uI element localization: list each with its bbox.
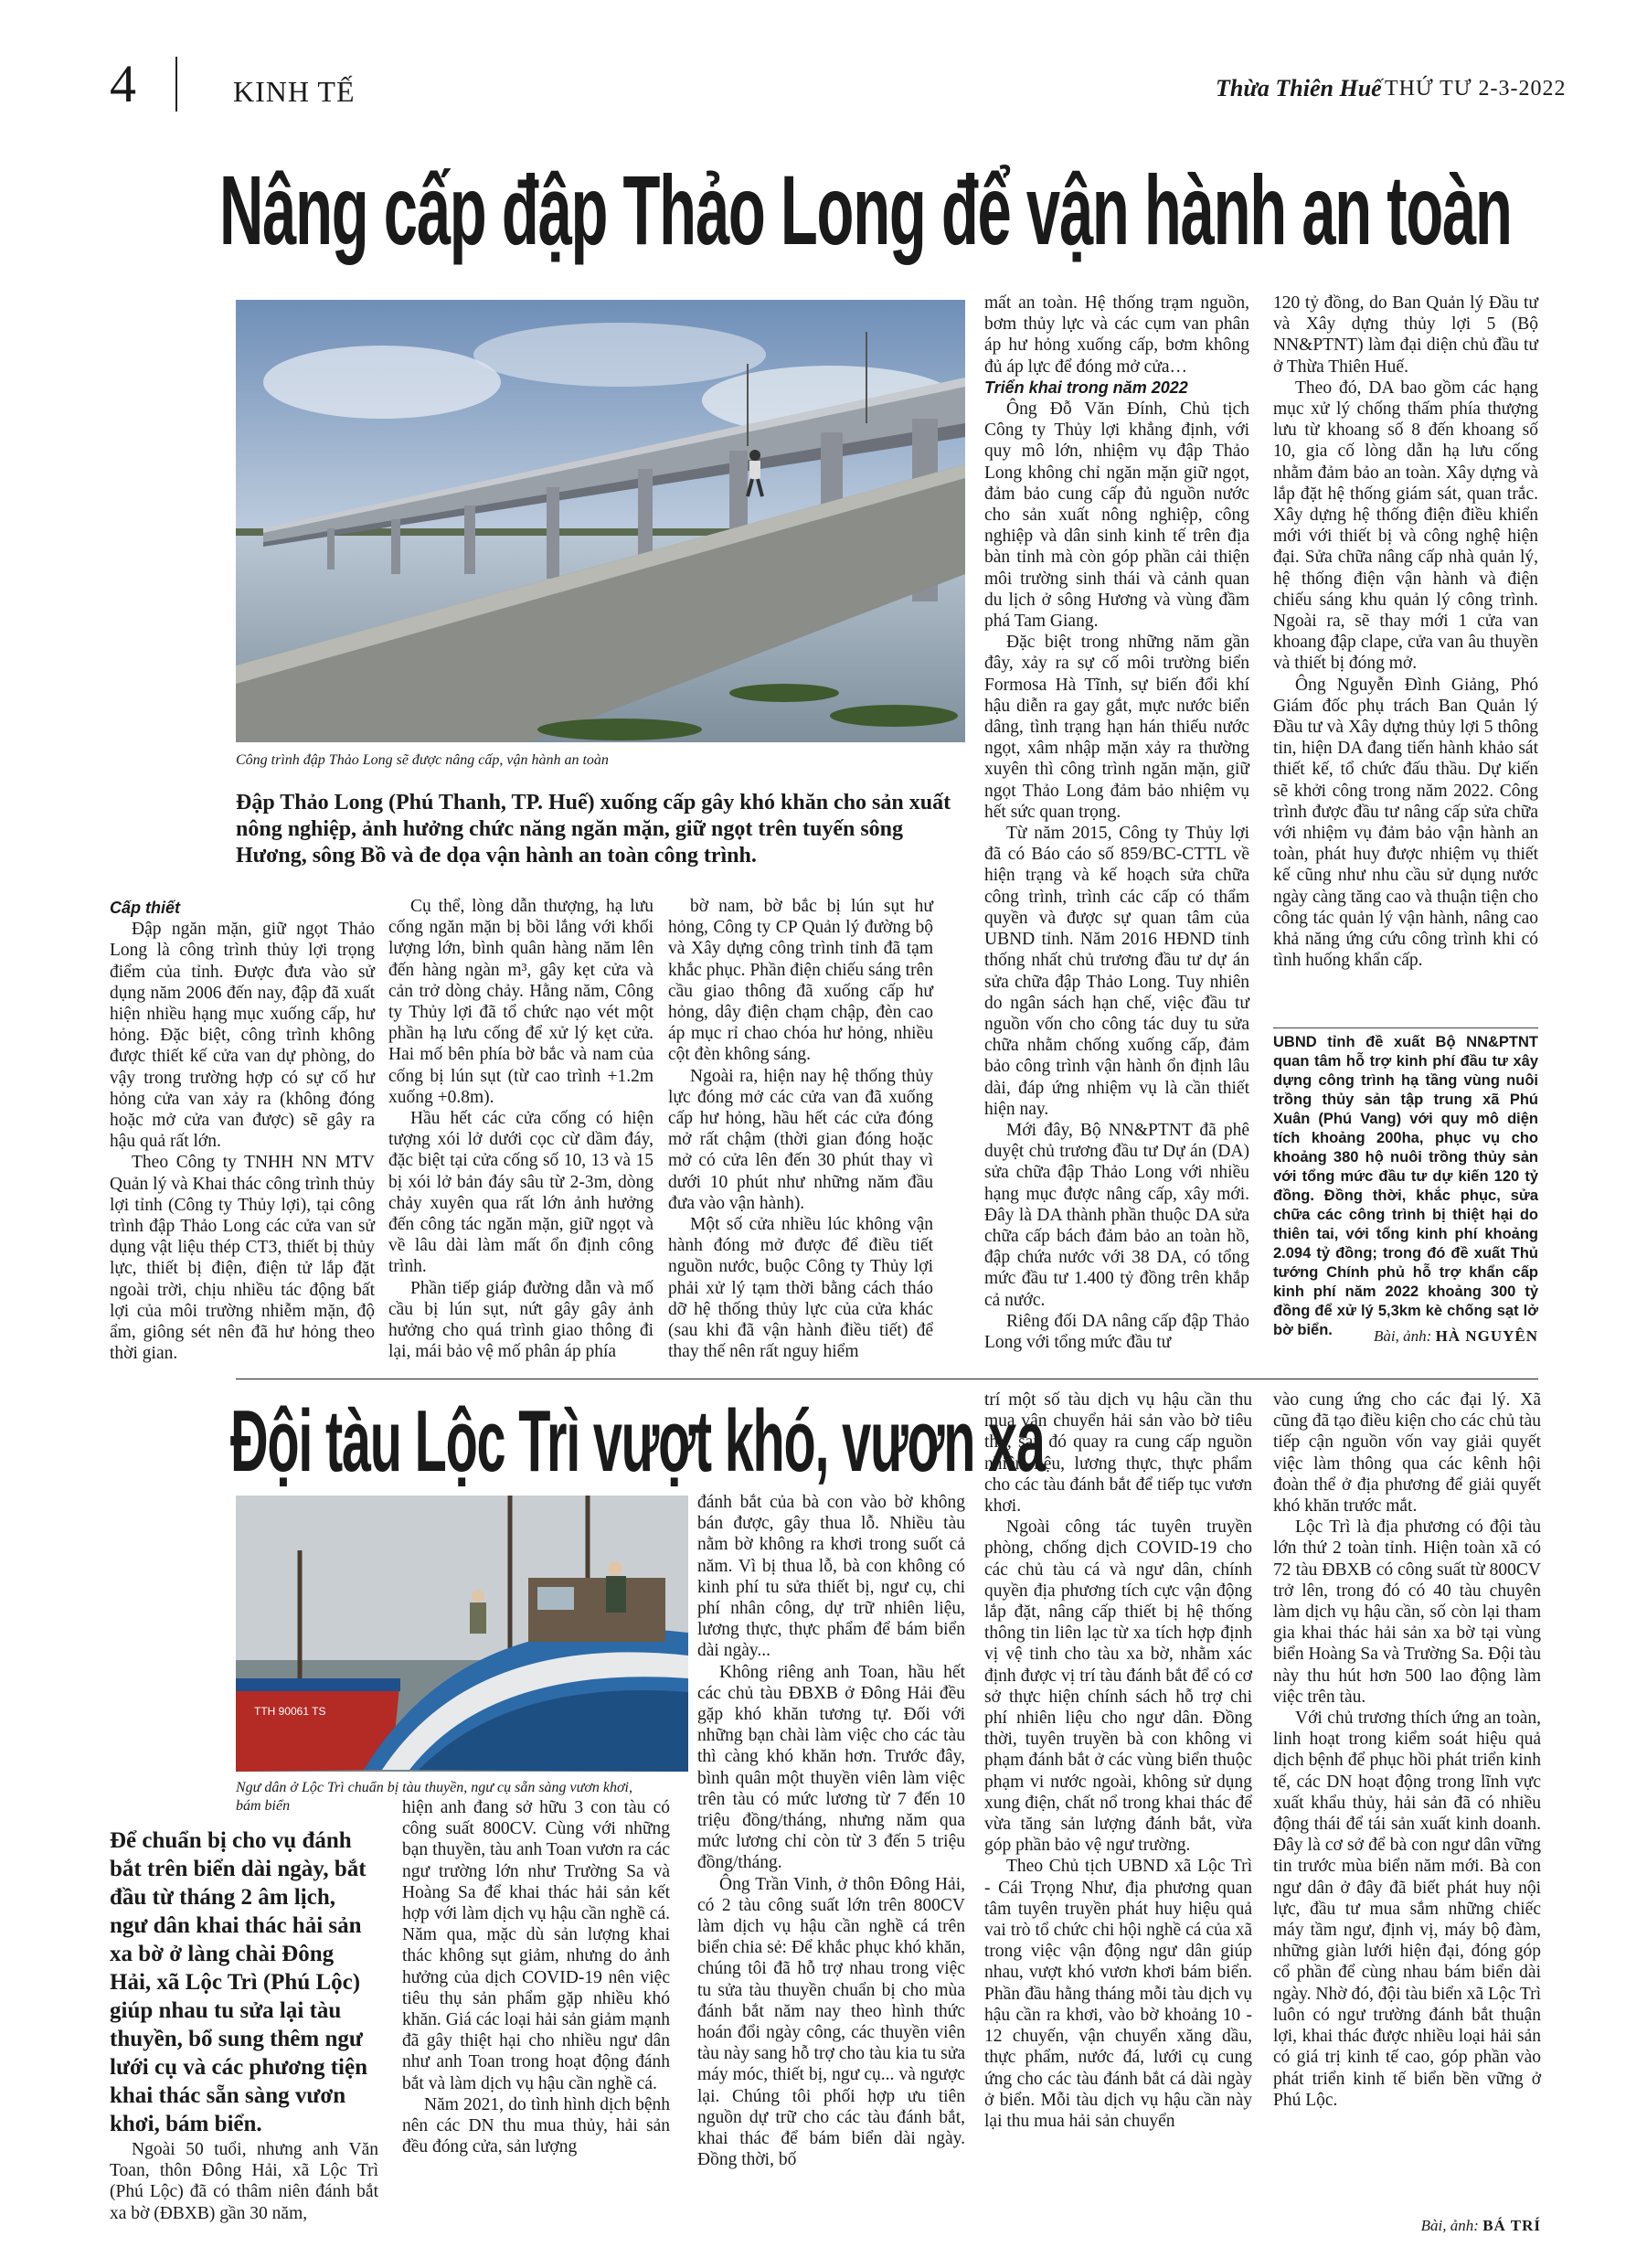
paragraph: Ông Trần Vinh, ở thôn Đông Hải, có 2 tàu công suất lớn trên 800CV làm dịch vụ hậu cần nghề cá trên biển chia sẻ: Để khắc phục khó khăn, chúng tôi đã hỗ trợ nhau trong việc tu sửa tàu thuyền chuẩn bị cho mùa đánh bắt năm nay theo hình thức hoán đổi ngày công, các thuyền viên tàu này sang hỗ trợ cho tàu kia tu sửa máy móc, thiết bị, ngư cụ... và ngược lại. Chúng tôi phối hợp ưu tiên nguồn dự trữ cho các tàu đánh bắt, khai thác để bám biển dài ngày. Đồng thời, bố — [697, 1874, 965, 2170]
boat-registration: TTH 90061 TS — [254, 1705, 326, 1718]
page-number: 4 — [110, 54, 136, 113]
article1-sapo: Đập Thảo Long (Phú Thanh, TP. Huế) xuống cấp gây khó khăn cho sản xuất nông nghiệp, ảnh hưởng chức năng ngăn mặn, giữ ngọt trên tuyến sông Hương, sông Bồ và đe dọa vận hành an toàn công trình. — [236, 791, 951, 868]
paragraph: Không riêng anh Toan, hầu hết các chủ tàu ĐBXB ở Đông Hải đều gặp khó khăn tương tự. Đối với những bạn chài làm việc cho các tàu thì càng khó khăn hơn. Trước đây, bình quân một thuyền viên làm việc trên tàu có mức lương từ 7 đến 10 triệu đồng/tháng, nhưng năm qua mức lương chỉ còn từ 3 đến 5 triệu đồng/tháng. — [697, 1662, 965, 1873]
article1-col1 — [110, 898, 375, 1364]
article1-headline: Nâng cấp đập Thảo Long để vận hành an toàn — [219, 154, 1512, 265]
byline-author: HÀ NGUYÊN — [1435, 1327, 1538, 1345]
paragraph: Ngoài 50 tuổi, nhưng anh Văn Toan, thôn Đông Hải, xã Lộc Trì (Phú Lộc) đã có thâm niên đánh bắt xa bờ (ĐBXB) gần 30 năm, — [110, 2140, 378, 2223]
section-label: KINH TẾ — [233, 75, 356, 108]
article2-photo — [236, 1496, 688, 1772]
article1-photo — [236, 300, 965, 742]
fishing-boat-image — [236, 1496, 688, 1772]
byline-author: BÁ TRÍ — [1482, 2217, 1541, 2234]
paragraph: Một số cửa nhiều lúc không vận hành đóng mở được để điều tiết nguồn nước, buộc Công ty Thủy lợi phải xử lý tạm thời bằng cách tháo dỡ hệ thống thủy lực của cửa khác (sau khi đã vận hành điều tiết) để thay thế nên rất nguy hiểm — [668, 1215, 933, 1362]
article2-col3 — [697, 1492, 965, 2171]
header-divider — [175, 57, 177, 112]
paragraph: Năm 2021, do tình hình dịch bệnh nên các DN thu mua thủy, hải sản đều đóng cửa, sản lượng — [402, 2094, 670, 2157]
newspaper-name: Thừa Thiên Huế — [1216, 75, 1382, 101]
article1-byline — [1273, 1327, 1538, 1346]
paragraph: Riêng đối DA nâng cấp đập Thảo Long với tổng mức đầu tư — [984, 1311, 1249, 1352]
paragraph: Lộc Trì là địa phương có đội tàu lớn thứ 2 toàn tỉnh. Hiện toàn xã có 72 tàu ĐBXB có công suất từ 800CV trở lên, trong đó có 40 tàu chuyên làm dịch vụ hậu cần, số còn lại tham gia khai thác hải sản xa bờ tại vùng biển Hoàng Sa và Trường Sa. Đội tàu này thu hút hơn 500 lao động làm việc trên tàu. — [1273, 1517, 1541, 1707]
article2-caption: Ngư dân ở Lộc Trì chuẩn bị tàu thuyền, ngư cụ sẵn sàng vươn khơi, bám biển — [236, 1780, 632, 1814]
paragraph: Theo Công ty TNHH NN MTV Quản lý và Khai thác công trình thủy lợi tỉnh (Công ty Thủy lợi), tại công trình đập Thảo Long các cửa van sử dụng vật liệu thép CT3, thiết bị thủy lực, thiết bị điện, điện tử lắp đặt ngoài trời, chịu nhiều tác động bất lợi của môi trường nhiễm mặn, độ ẩm, giông sét nên đã hư hỏng theo thời gian. — [110, 1153, 375, 1364]
paragraph: trí một số tàu dịch vụ hậu cần thu mua vận chuyển hải sản vào bờ tiêu thụ, sau đó quay ra cung cấp nguồn nhiên liệu, lương thực, thực phẩm cho các tàu đánh bắt để tiếp tục vươn khơi. — [984, 1390, 1252, 1517]
issue-date: THỨ TƯ 2-3-2022 — [1385, 77, 1567, 101]
article2-sapo: Để chuẩn bị cho vụ đánh bắt trên biển dài ngày, bắt đầu từ tháng 2 âm lịch, ngư dân khai thác hải sản xa bờ ở làng chài Đông Hải, xã Lộc Trì (Phú Lộc) giúp nhau tu sửa lại tàu thuyền, bổ sung thêm ngư lưới cụ và các phương tiện khai thác sẵn sàng vươn khơi, bám biển. — [110, 1828, 368, 2136]
article1-sidebar-note: UBND tỉnh đề xuất Bộ NN&PTNT quan tâm hỗ trợ kinh phí đầu tư xây dựng công trình hạ tầng vùng nuôi trồng thủy sản tập trung xã Phú Xuân (Phú Vang) với quy mô diện tích khoảng 200ha, phục vụ cho khoảng 380 hộ nuôi trồng thủy sản với tổng mức đầu tư dự kiến 120 tỷ đồng. Đồng thời, khắc phục, sửa chữa các công trình bị thiệt hại do thiên tai, với tổng kinh phí khoảng 2.094 tỷ đồng; trong đó đề xuất Thủ tướng Chính phủ hỗ trợ khẩn cấp kinh phí năm 2022 khoảng 300 tỷ đồng để xử lý 5,3km kè chống sạt lở bờ biển. — [1273, 1034, 1538, 1338]
article1-col4 — [984, 293, 1249, 1353]
paragraph: vào cung ứng cho các đại lý. Xã cũng đã tạo điều kiện cho các chủ tàu tiếp cận nguồn vốn vay giải quyết việc làm thông qua các kênh hội đoàn thể ở địa phương để giải quyết khó khăn trước mắt. — [1273, 1390, 1541, 1517]
article1-col3 — [668, 896, 933, 1362]
article2-headline: Đội tàu Lộc Trì vượt khó, vươn xa — [230, 1392, 1045, 1490]
byline-label: Bài, ảnh: — [1374, 1327, 1432, 1345]
paragraph: Mới đây, Bộ NN&PTNT đã phê duyệt chủ trương đầu tư Dự án (DA) sửa chữa đập Thảo Long với nhiều hạng mục được nâng cấp, xây mới. Đây là DA thành phần thuộc DA sửa chữa cấp bách đảm bảo an toàn hồ, đập chứa nước với 38 DA, có tổng mức đầu tư 1.400 tỷ đồng trên khắp cả nước. — [984, 1120, 1249, 1310]
paragraph: mất an toàn. Hệ thống trạm nguồn, bơm thủy lực và các cụm van phân áp hư hỏng xuống cấp, bơm không đủ áp lực để đóng mở cửa… — [984, 293, 1249, 377]
paragraph: 120 tỷ đồng, do Ban Quản lý Đầu tư và Xây dựng thủy lợi 5 (Bộ NN&PTNT) làm đại diện chủ đầu tư ở Thừa Thiên Huế. — [1273, 293, 1538, 377]
paragraph: Với chủ trương thích ứng an toàn, linh hoạt trong kiểm soát hiệu quả dịch bệnh để phục hồi phát triển kinh tế, các DN hoạt động trong lĩnh vực xuất khẩu thủy, hải sản đã có nhiều động thái để tái sản xuất kinh doanh. Đây là cơ sở để bà con ngư dân vững tin trước mùa biển năm mới. Bà con ngư dân ở đây đã biết phát huy nội lực, đầu tư mua sắm những chiếc máy tầm ngư, định vị, máy bộ đàm, những giàn lưới hiện đại, đóng góp cổ phần để cùng nhau bám biển dài ngày. Nhờ đó, đội tàu biển xã Lộc Trì luôn có ngư trường đánh bắt thuận lợi, khai thác được nhiều loại hải sản có giá trị kinh tế cao, góp phần vào phát triển kinh tế biển bền vững ở Phú Lộc. — [1273, 1709, 1541, 2110]
subheading-cap-thiet: Cấp thiết — [110, 899, 181, 917]
paragraph: Đập ngăn mặn, giữ ngọt Thảo Long là công trình thủy lợi trọng điểm của tỉnh. Được đưa vào sử dụng năm 2006 đến nay, đập đã xuất hiện nhiều hạng mục xuống cấp, hư hỏng. Đặc biệt, công trình không được thiết kế cửa van dự phòng, do vậy trong trường hợp có sự cố hư hỏng cửa van xảy ra (không đóng hoặc mở cửa van được) sẽ gây ra hậu quả rất lớn. — [110, 920, 375, 1152]
paragraph: Phần tiếp giáp đường dẫn và mố cầu bị lún sụt, nứt gây gây ảnh hưởng cho quá trình giao thông đi lại, mái bảo vệ mố phân áp phía — [388, 1278, 653, 1362]
subheading-trien-khai: Triển khai trong năm 2022 — [984, 378, 1188, 397]
paragraph: Theo Chủ tịch UBND xã Lộc Trì - Cái Trọng Như, địa phương quan tâm tuyên truyền phát huy hiệu quả vai trò tổ chức chi hội nghề cá của xã trong việc vận động ngư dân giúp nhau, vượt khó vươn khơi bám biển. Phần đầu hằng tháng mỗi tàu dịch vụ hậu cần ra khơi, vào bờ khoảng 10 - 12 chuyến, vận chuyển xăng dầu, thực phẩm, nước đá, lưới cụ cung ứng cho các tàu đánh bắt cá dài ngày ở biển. Mỗi tàu dịch vụ hậu cần này lại thu mua hải sản chuyển — [984, 1857, 1252, 2131]
paragraph: Đặc biệt trong những năm gần đây, xảy ra sự cố môi trường biển Formosa Hà Tĩnh, sự biến đổi khí hậu diễn ra gay gắt, mực nước biển dâng, tình trạng hạn hán thiếu nước ngọt, xâm nhập mặn xảy ra thường xuyên thì công trình ngăn mặn, giữ ngọt Thảo Long đảm bảo nhiệm vụ hết sức quan trọng. — [984, 633, 1249, 822]
article1-col2 — [388, 896, 653, 1362]
paragraph: Theo đó, DA bao gồm các hạng mục xử lý chống thấm phía thượng lưu từ khoang số 8 đến khoang số 10, gia cố lòng dẫn hạ lưu cống nhằm đảm bảo an toàn. Xây dựng và lắp đặt hệ thống giám sát, quan trắc. Xây dựng hệ thống điện điều khiển mới với thiết bị và công nghệ hiện đại. Sửa chữa nâng cấp nhà quản lý, hệ thống điện vận hành và điện chiếu sáng khu quản lý công trình. Ngoài ra, sẽ thay mới 1 cửa van khoang đập clape, cửa van âu thuyền và thiết bị đóng mở. — [1273, 378, 1538, 674]
paragraph: bờ nam, bờ bắc bị lún sụt hư hỏng, Công ty CP Quản lý đường bộ và Xây dựng công trình tỉnh đã tạm khắc phục. Phần điện chiếu sáng trên cầu giao thông đã xuống cấp hư hỏng, dây điện chạm chập, đèn cao áp mục rỉ chao chóa hư hỏng, nhiều cột đèn không sáng. — [668, 897, 933, 1065]
article1-col5 — [1273, 293, 1538, 972]
article2-col1 — [110, 2139, 378, 2224]
paragraph: Cụ thể, lòng dẫn thượng, hạ lưu cống ngăn mặn bị bồi lắng với khối lượng lớn, bình quân hàng năm lên đến hàng ngàn m³, gây kẹt cửa và cản trở dòng chảy. Hằng năm, Công ty Thủy lợi đã tổ chức nạo vét một phần hạ lưu cống để xử lý kẹt cửa. Hai mố bên phía bờ bắc và nam của cống bị lún sụt (từ cao trình +1.2m xuống +0.8m). — [388, 897, 653, 1107]
paragraph: hiện anh đang sở hữu 3 con tàu có công suất 800CV. Cùng với những bạn thuyền, tàu anh Toan vươn ra các ngư trường lớn như Trường Sa và Hoàng Sa để khai thác hải sản kết hợp với làm dịch vụ hậu cần nghề cá. Năm qua, mặc dù sản lượng khai thác không sụt giảm, nhưng do ảnh hưởng của dịch COVID-19 nên việc tiêu thụ sản phẩm gặp nhiều khó khăn. Giá các loại hải sản giảm mạnh đã gây thiệt hại cho nhiều ngư dân như anh Toan trong hoạt động đánh bắt và làm dịch vụ hậu cần nghề cá. — [402, 1798, 670, 2093]
article2-col5 — [1273, 1390, 1541, 2111]
article2-col4 — [984, 1390, 1252, 2132]
article2-col2 — [402, 1797, 670, 2157]
paragraph: Ông Nguyễn Đình Giảng, Phó Giám đốc phụ trách Ban Quản lý Đầu tư và Xây dựng thủy lợi 5 thông tin, hiện DA đang tiến hành khảo sát thiết kế, tổ chức đấu thầu. Dự kiến sẽ khởi công trong năm 2022. Công trình được đầu tư nâng cấp sửa chữa với nhiệm vụ đảm bảo vận hành an toàn, phát huy được nhiệm vụ thiết kế cũng như nhu cầu sử dụng nước ngày càng tăng cao và thuận tiện cho công tác quản lý vận hành, nâng cao khả năng ứng cứu công trình khi có tình huống khẩn cấp. — [1273, 675, 1538, 971]
paragraph: đánh bắt của bà con vào bờ không bán được, gây thua lỗ. Nhiều tàu nằm bờ không ra khơi trong suốt cả năm. Vì bị thua lỗ, bà con không có kinh phí tu sửa thiết bị, ngư cụ, chi phí nhân công, dự trữ nhiên liệu, lương thực, thực phẩm để bám biển dài ngày... — [697, 1493, 965, 1661]
byline-label: Bài, ảnh: — [1420, 2217, 1479, 2234]
article1-caption: Công trình đập Thảo Long sẽ được nâng cấp, vận hành an toàn — [236, 752, 609, 768]
paragraph: Ngoài công tác tuyên truyền phòng, chống dịch COVID-19 cho các chủ tàu cá và ngư dân, chính quyền địa phương tích cực vận động lắp đặt, nâng cấp thiết bị hệ thống thông tin liên lạc từ xa tích hợp định vị vệ tinh cho tàu xa bờ, nhằm xác định được vị trí tàu đánh bắt để có cơ sở thực hiện chính sách hỗ trợ chi phí nhiên liệu cho ngư dân. Đồng thời, tuyên truyền bà con không vi phạm đánh bắt ở các vùng biển thuộc phạm vi nước ngoài, không sử dụng xung điện, chất nổ trong khai thác để vừa tăng sản lượng đánh bắt, vừa góp phần bảo vệ ngư trường. — [984, 1517, 1252, 1856]
article2-byline — [1273, 2217, 1541, 2235]
paragraph: Hầu hết các cửa cống có hiện tượng xói lở dưới cọc cừ dầm đáy, đặc biệt tại cửa cống số 10, 13 và 15 bị xói lở bản đáy sâu từ 2-3m, dòng chảy xuyên qua rất lớn ảnh hưởng đến công tác ngăn mặn, giữ ngọt và về lâu dài làm mất ổn định công trình. — [388, 1109, 653, 1277]
paragraph: Ngoài ra, hiện nay hệ thống thủy lực đóng mở các cửa van đã xuống cấp hư hỏng, hầu hết các cửa đóng mở rất chậm (thời gian đóng hoặc mở có cửa lên đến 30 phút thay vì dưới 10 phút như những năm đầu đưa vào vận hành). — [668, 1066, 933, 1213]
paragraph: Ông Đỗ Văn Đính, Chủ tịch Công ty Thủy lợi khẳng định, với quy mô lớn, nhiệm vụ đập Thảo Long không chỉ ngăn mặn giữ ngọt, đảm bảo cung cấp đủ nguồn nước cho sản xuất nông nghiệp, công nghiệp và dân sinh kinh tế trên địa bàn tỉnh mà còn góp phần cải thiện môi trường sinh thái và cảnh quan du lịch ở sông Hương và vùng đầm phá Tam Giang. — [984, 399, 1249, 632]
dam-bridge-image — [236, 300, 965, 742]
paragraph: Từ năm 2015, Công ty Thủy lợi đã có Báo cáo số 859/BC-CTTL về hiện trạng và kế hoạch sửa chữa công trình, trình các cấp có thẩm quyền và được sự quan tâm của UBND tỉnh. Năm 2016 HĐND tỉnh thống nhất chủ trương đầu tư dự án sửa chữa đập Thảo Long. Tuy nhiên do ngân sách hạn chế, việc đầu tư nguồn vốn cho công tác duy tu sửa chữa nhằm chống xuống cấp, đảm bảo công trình vận hành ổn định lâu dài, đáp ứng nhiệm vụ là cần thiết hiện nay. — [984, 824, 1249, 1119]
